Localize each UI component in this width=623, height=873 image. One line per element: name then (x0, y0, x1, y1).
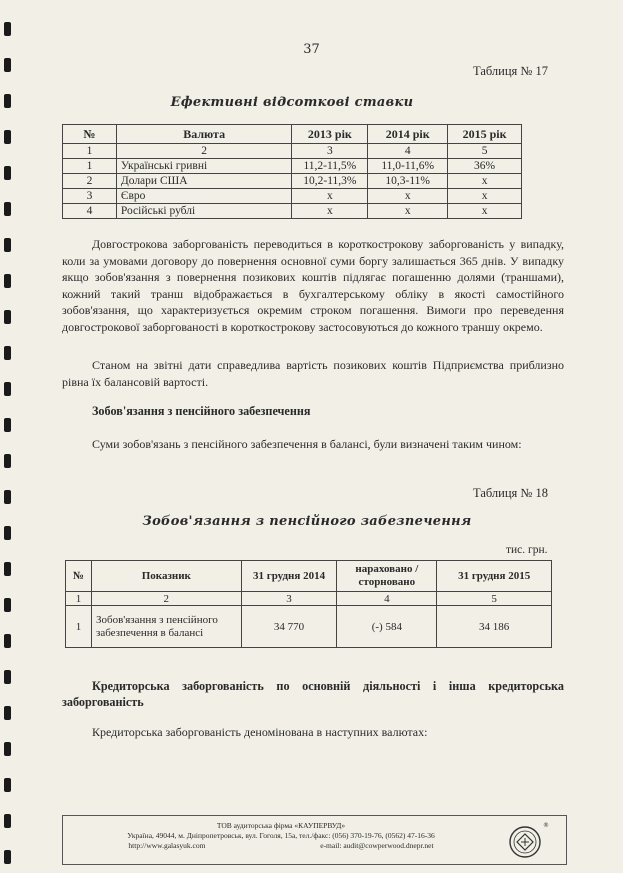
fair-value-paragraph: Станом на звітні дати справедлива вартість позикових коштів Підприємства приблизно рівна їх балансовій вартості. (62, 358, 564, 389)
table-cell: 3 (63, 189, 117, 204)
table-18-title: Зобов'язання з пенсійного забезпечення (142, 514, 472, 529)
table-cell: x (448, 189, 522, 204)
table-cell: 2 (91, 592, 241, 606)
table-row (63, 189, 522, 204)
firm-address: Україна, 49044, м. Дніпропетровськ, вул. Гоголя, 15а, тел./факс: (056) 370-19-76, (0562) 47-16-36 (127, 831, 435, 840)
email-link[interactable]: e-mail: audit@cowperwood.dnepr.net (320, 841, 434, 850)
table-cell: Російські рублі (116, 204, 292, 219)
firm-name: ТОВ аудиторська фірма «КАУПЕРВУД» (216, 821, 346, 830)
table-cell: Зобов'язання з пенсійного забезпечення в балансі (91, 606, 241, 648)
footer-text (71, 821, 491, 851)
table-cell: 11,0-11,6% (368, 159, 448, 174)
pension-paragraph: Суми зобов'язань з пенсійного забезпечення в балансі, були визначені таким чином: (92, 437, 522, 451)
interest-rates-table (62, 124, 522, 219)
unit-label: тис. грн. (506, 544, 548, 556)
table-cell: (-) 584 (337, 606, 437, 648)
table-cell: x (448, 204, 522, 219)
table-row (66, 606, 552, 648)
column-header: Валюта (116, 125, 292, 144)
table-18-label: Таблиця № 18 (473, 486, 548, 500)
table-cell: 36% (448, 159, 522, 174)
column-header: Показник (91, 561, 241, 592)
column-header: 2013 рік (292, 125, 368, 144)
spiral-binding (0, 0, 16, 873)
column-header: 2015 рік (448, 125, 522, 144)
table-cell: 1 (63, 144, 117, 159)
table-cell: 1 (63, 159, 117, 174)
table-cell: x (368, 189, 448, 204)
table-cell: x (292, 204, 368, 219)
table-cell: 3 (292, 144, 368, 159)
table-cell: 5 (437, 592, 552, 606)
table-cell: 1 (66, 606, 92, 648)
table-17-label: Таблиця № 17 (473, 64, 548, 78)
table-17-title: Ефективні відсоткові ставки (170, 95, 414, 110)
table-cell: 4 (63, 204, 117, 219)
table-cell: 10,2-11,3% (292, 174, 368, 189)
table-cell: Євро (116, 189, 292, 204)
column-header: № (63, 125, 117, 144)
table-cell: 1 (66, 592, 92, 606)
table-header-row (63, 125, 522, 144)
footer-box (62, 815, 567, 865)
debt-reclassification-paragraph: Довгострокова заборгованість переводиться в короткострокову заборгованість у випадку, коли за умовами договору до повернення основної суми боргу залишається 365 днів. У випадку якщо зобов'язання з повернення позикових коштів підлягає погашенню долями (траншами), кожний такий транш відображається в бухгалтерському обліку в якості самостійного зобов'язання, що характеризується окремим строком погашення. Вимоги про переведення довгострокової заборгованості в короткострокову застосовуються до кожного траншу окремо. (62, 237, 564, 334)
table-cell: 10,3-11% (368, 174, 448, 189)
table-row (63, 159, 522, 174)
table-cell: 3 (241, 592, 337, 606)
creditor-heading: Кредиторська заборгованість по основній діяльності і інша кредиторська заборгованість (62, 679, 564, 709)
table-cell: 34 770 (241, 606, 337, 648)
column-header: нараховано / сторновано (337, 561, 437, 592)
pension-table (65, 560, 552, 648)
table-row (63, 174, 522, 189)
currency-paragraph: Кредиторська заборгованість деномінована в наступних валютах: (92, 725, 428, 739)
column-header: 2014 рік (368, 125, 448, 144)
firm-logo-icon (506, 820, 548, 860)
svg-text:®: ® (543, 822, 549, 829)
footer-links (71, 841, 491, 851)
page-number: 37 (303, 42, 320, 57)
table-cell: 4 (368, 144, 448, 159)
table-index-row (63, 144, 522, 159)
website-link[interactable]: http://www.galasyuk.com (128, 841, 206, 850)
column-header: 31 грудня 2015 (437, 561, 552, 592)
table-cell: 2 (116, 144, 292, 159)
table-cell: 11,2-11,5% (292, 159, 368, 174)
column-header: № (66, 561, 92, 592)
table-row (63, 204, 522, 219)
column-header: 31 грудня 2014 (241, 561, 337, 592)
table-cell: 34 186 (437, 606, 552, 648)
pension-heading: Зобов'язання з пенсійного забезпечення (92, 404, 311, 418)
table-cell: Долари США (116, 174, 292, 189)
table-cell: 5 (448, 144, 522, 159)
table-cell: 4 (337, 592, 437, 606)
table-cell: x (368, 204, 448, 219)
table-cell: x (448, 174, 522, 189)
table-cell: x (292, 189, 368, 204)
table-cell: Українські гривні (116, 159, 292, 174)
table-cell: 2 (63, 174, 117, 189)
table-header-row (66, 561, 552, 592)
table-index-row (66, 592, 552, 606)
